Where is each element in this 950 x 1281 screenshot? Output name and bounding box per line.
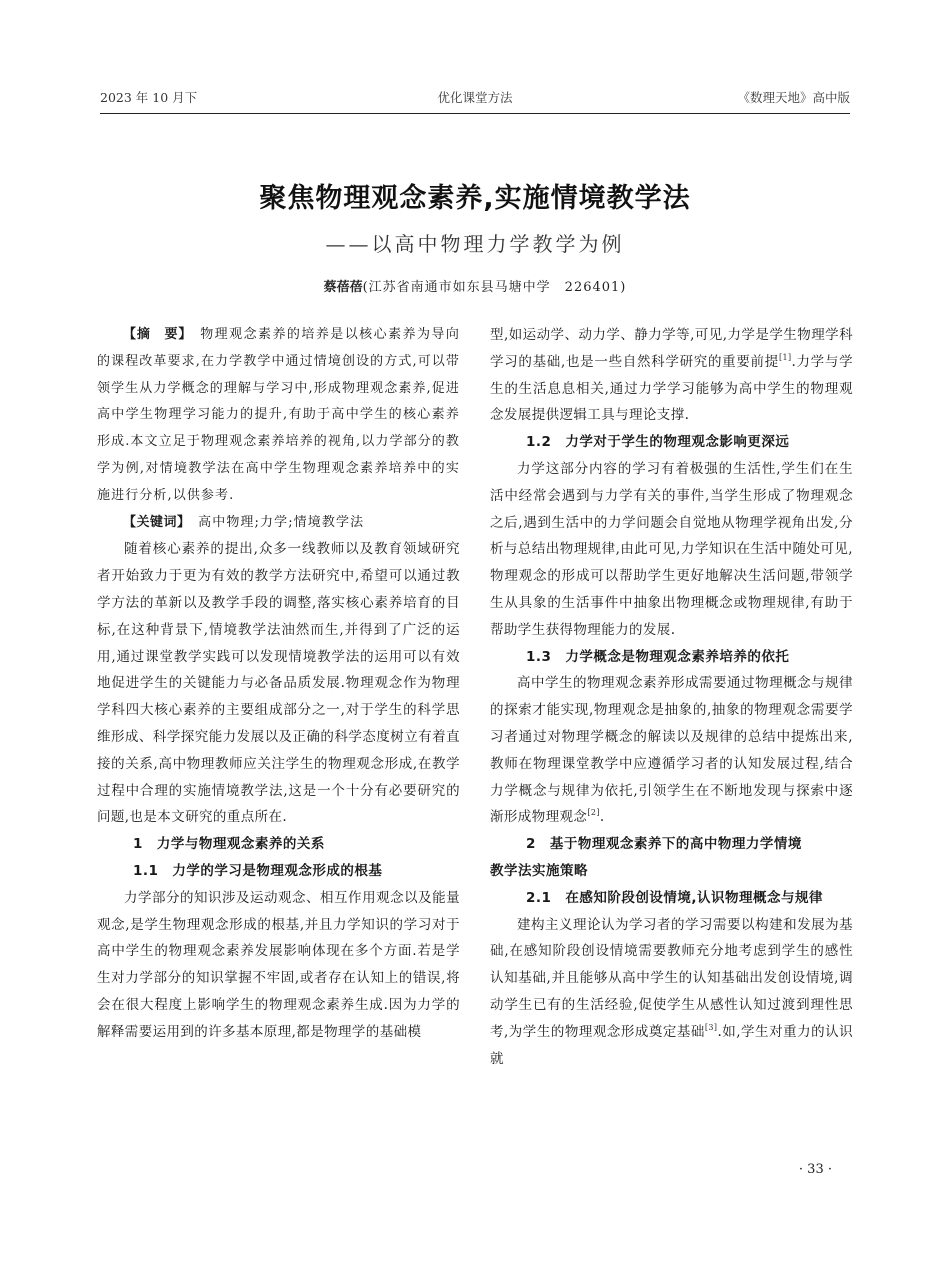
author-line [0, 276, 950, 295]
citation-1: [1] [778, 352, 792, 362]
intro-paragraph: 随着核心素养的提出,众多一线教师以及教育领域研究者开始致力于更为有效的教学方法研究中,希望可以通过教学方法的革新以及教学手段的调整,落实核心素养培育的目标,在这种背景下,情境教学法油然而生,并得到了广泛的运用,通过课堂教学实践可以发现情境教学法的运用可以有效地促进学生的关键能力与必备品质发展.物理观念作为物理学科四大核心素养的主要组成部分之一,对于学生的科学思维形成、科学探究能力发展以及正确的科学态度树立有着直接的关系,高中物理教师应关注学生的物理观念形成,在教学过程中合理的实施情境教学法,这是一个十分有必要研究的问题,也是本文研究的重点所在. [97, 541, 460, 826]
header-issue-date: 2023 年 10 月下 [100, 90, 198, 105]
author-affiliation: (江苏省南通市如东县马塘中学 226401) [362, 280, 627, 295]
section-title: 力学概念是物理观念素养培养的依托 [565, 648, 790, 665]
right-column [490, 322, 853, 1072]
section-2-heading [490, 831, 853, 858]
abstract-text: 物理观念素养的培养是以核心素养为导向的课程改革要求,在力学教学中通过情境创设的方式,可以带领学生从力学概念的理解与学习中,形成物理观念素养,促进高中学生物理学习能力的提升,有助于高中学生的核心素养形成.本文立足于物理观念素养培养的视角,以力学部分的教学为例,对情境教学法在高中学生物理观念素养培养中的实施进行分析,以供参考. [97, 327, 460, 503]
keywords-label: 【关键词】 [123, 514, 185, 530]
section-1-2-paragraph: 力学这部分内容的学习有着极强的生活性,学生们在生活中经常会遇到与力学有关的事件,当学生形成了物理观念之后,遇到生活中的力学问题会自觉地从物理学视角出发,分析与总结出物理规律,由此可见,力学知识在生活中随处可见,物理观念的形成可以帮助学生更好地解决生活问题,带领学生从具象的生活事件中抽象出物理概念或物理规律,有助于帮助学生获得物理能力的发展. [490, 460, 853, 638]
section-2-heading-continued: 教学法实施策略 [490, 862, 588, 879]
header-journal-name: 《数理天地》高中版 [737, 90, 850, 105]
keywords [97, 510, 460, 537]
running-header [100, 88, 850, 110]
section-1-1-heading [97, 858, 460, 885]
abstract [97, 322, 460, 510]
section-1-3-heading [490, 644, 853, 671]
section-title: 力学的学习是物理观念形成的根基 [172, 862, 383, 879]
section-title: 力学对于学生的物理观念影响更深远 [565, 434, 790, 451]
section-number: 2.1 [526, 889, 552, 906]
section-number: 2 [526, 836, 536, 853]
section-title: 基于物理观念素养下的高中物理力学情境 [549, 836, 802, 853]
citation-2: [2] [587, 808, 600, 818]
section-1-1-paragraph: 力学部分的知识涉及运动观念、相互作用观念以及能量观念,是学生物理观念形成的根基,并且力学知识的学习对于高中学生的物理观念素养发展影响体现在多个方面.若是学生对力学部分的知识掌握不牢固,或者存在认知上的错误,将会在很大程度上影响学生的物理观念素养生成.因为力学的解释需要运用到的许多基本原理,都是物理学的基础模 [97, 889, 460, 1040]
section-title: 力学与物理观念素养的关系 [156, 836, 325, 853]
abstract-label: 【摘 要】 [123, 327, 186, 342]
header-column-name: 优化课堂方法 [437, 90, 513, 105]
section-2-1-heading [490, 885, 853, 912]
citation-3: [3] [704, 1022, 718, 1032]
section-number: 1.2 [526, 434, 552, 451]
left-column [97, 322, 460, 1046]
article-subtitle: ——以高中物理力学教学为例 [325, 232, 625, 256]
header-rule [100, 113, 850, 114]
section-1-heading [97, 831, 460, 858]
section-title: 在感知阶段创设情境,认识物理概念与规律 [565, 889, 824, 906]
section-1-3-paragraph: 高中学生的物理观念素养形成需要通过物理概念与规律的探索才能实现,物理观念是抽象的,抽象的物理观念需要学习者通过对物理学概念的解读以及规律的总结中提炼出来,教师在物理课堂教学中应遵循学习者的认知发展过程,结合力学概念与规律为依托,引领学生在不断地发现与探索中逐渐形成物理观念[2]. [490, 675, 853, 826]
section-number: 1.3 [526, 648, 552, 665]
article-title: 聚焦物理观念素养,实施情境教学法 [259, 183, 691, 214]
section-number: 1 [133, 836, 143, 853]
section-1-2-heading [490, 429, 853, 456]
keywords-text: 高中物理;力学;情境教学法 [184, 514, 365, 530]
author-name: 蔡蓓蓓 [323, 280, 363, 295]
section-2-1-paragraph: 建构主义理论认为学习者的学习需要以构建和发展为基础,在感知阶段创设情境需要教师充分地考虑到学生的感性认知基础,并且能够从高中学生的认知基础出发创设情境,调动学生已有的生活经验,促使学生从感性认知过渡到理性思考,为学生的物理观念形成奠定基础[3].如,学生对重力的认识就 [490, 916, 853, 1067]
section-number: 1.1 [133, 862, 159, 879]
page-number: · 33 · [798, 1162, 832, 1177]
section-1-1-paragraph-continued: 型,如运动学、动力学、静力学等,可见,力学是学生物理学科学习的基础,也是一些自然科学研究的重要前提[1].力学与学生的生活息息相关,通过力学学习能够为高中学生的物理观念发展提供逻辑工具与理论支撑. [490, 327, 853, 424]
